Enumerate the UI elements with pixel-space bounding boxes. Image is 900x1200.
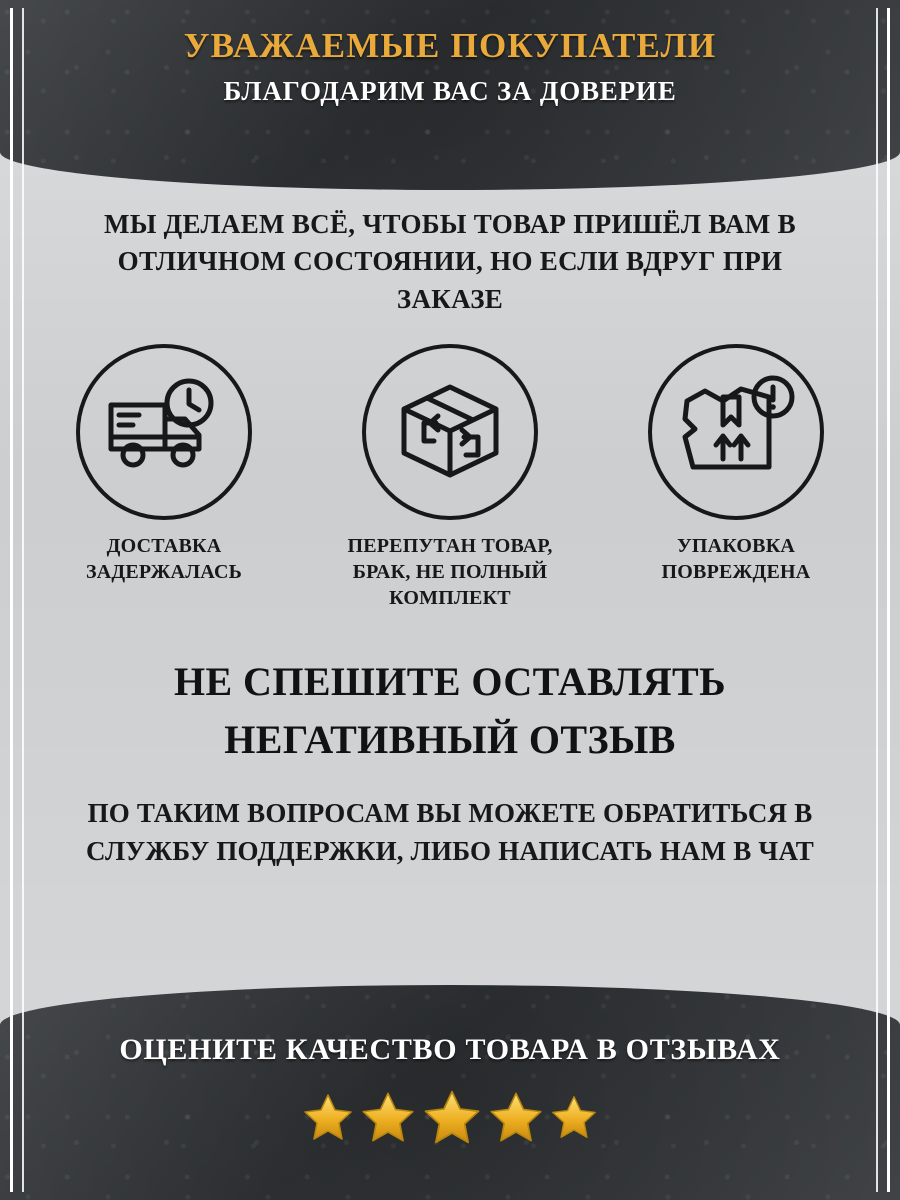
support-instructions: ПО ТАКИМ ВОПРОСАМ ВЫ МОЖЕТЕ ОБРАТИТЬСЯ В СЛУЖБУ ПОДДЕРЖКИ, ЛИБО НАПИСАТЬ НАМ В ЧАТ (86, 797, 814, 866)
header (0, 0, 900, 190)
star-icon (550, 1093, 598, 1146)
delivery-truck-clock-icon (105, 377, 223, 486)
star-icon (360, 1089, 416, 1150)
header-subtitle: БЛАГОДАРИМ ВАС ЗА ДОВЕРИЕ (223, 76, 677, 106)
headline: НЕ СПЕШИТЕ ОСТАВЛЯТЬ НЕГАТИВНЫЙ ОТЗЫВ (174, 658, 726, 762)
icon-circle (76, 344, 252, 520)
footer (0, 985, 900, 1200)
issue-caption: УПАКОВКА ПОВРЕЖДЕНА (661, 534, 811, 583)
star-icon (302, 1091, 354, 1148)
issue-list (0, 344, 900, 611)
main-content (0, 190, 900, 870)
issue-item-damaged-package (612, 344, 860, 585)
issue-caption: ДОСТАВКА ЗАДЕРЖАЛАСЬ (85, 534, 243, 583)
star-icon (488, 1089, 544, 1150)
header-title: УВАЖАЕМЫЕ ПОКУПАТЕЛИ (183, 26, 717, 65)
lead-paragraph: МЫ ДЕЛАЕМ ВСЁ, ЧТОБЫ ТОВАР ПРИШЁЛ ВАМ В ОТЛИЧНОМ СОСТОЯНИИ, НО ЕСЛИ ВДРУГ ПРИ ЗАКАЗЕ (104, 209, 796, 314)
damaged-package-icon (677, 375, 795, 488)
rating-stars (0, 1087, 900, 1152)
icon-circle (362, 344, 538, 520)
issue-caption: ПЕРЕПУТАН ТОВАР, БРАК, НЕ ПОЛНЫЙ КОМПЛЕКТ (347, 534, 553, 609)
issue-item-delivery-delayed (40, 344, 288, 585)
icon-circle (648, 344, 824, 520)
footer-title: ОЦЕНИТЕ КАЧЕСТВО ТОВАРА В ОТЗЫВАХ (119, 1033, 781, 1066)
star-icon (422, 1087, 482, 1152)
box-return-arrow-icon (390, 375, 510, 488)
issue-item-wrong-or-defective (326, 344, 574, 611)
